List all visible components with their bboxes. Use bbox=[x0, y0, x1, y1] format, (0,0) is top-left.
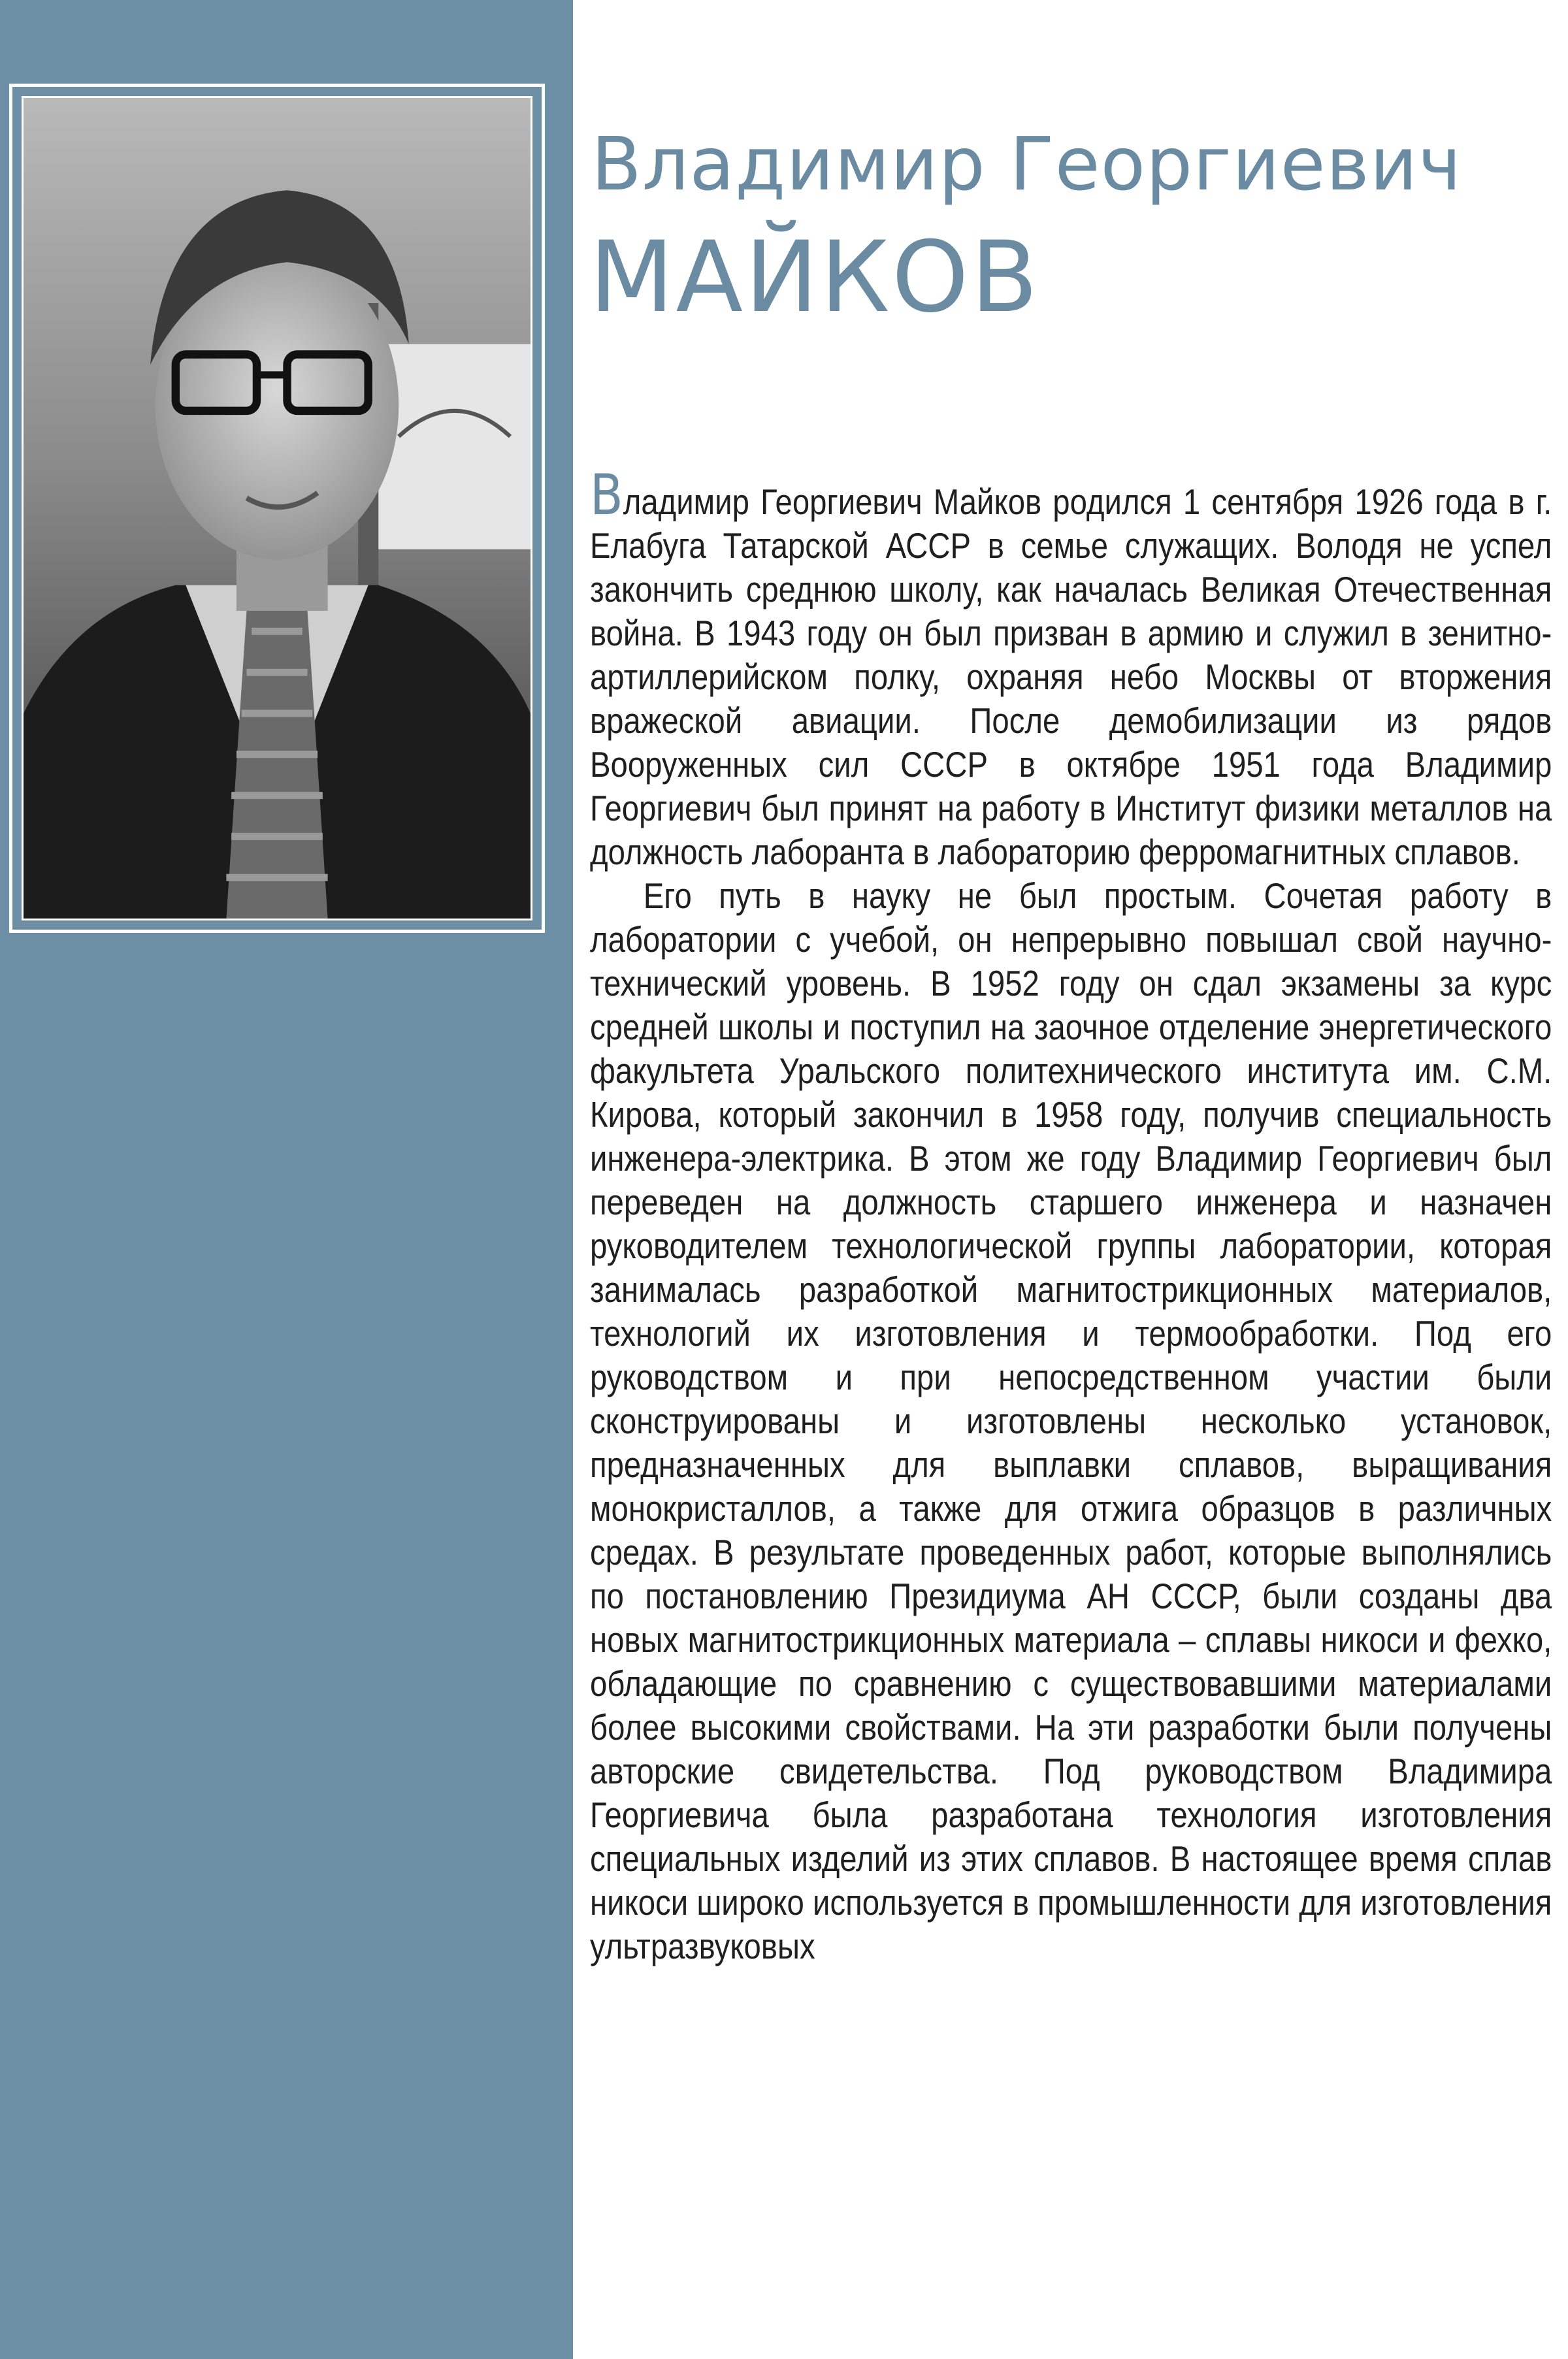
dropcap-letter: В bbox=[590, 463, 623, 528]
photo-frame bbox=[9, 84, 545, 933]
person-surname: МАЙКОВ bbox=[589, 221, 1040, 334]
person-first-names: Владимир Георгиевич bbox=[591, 122, 1462, 207]
article-body bbox=[590, 463, 1552, 1968]
paragraph-2: Его путь в науку не был простым. Сочетая работу в лаборатории с учебой, он непрерывно повышал свой научно-технический уровень. В 1952 году он сдал экзамены за курс средней школы и поступил на заочное отделение энергетического факультета Уральского политехнического института им. С.М. Кирова, который закончил в 1958 году, получив специальность инженера-электрика. В этом же году Владимир Георгиевич был переведен на должность старшего инженера и назначен руководителем технологической группы лаборатории, которая занималась разработкой магнитострикционных материалов, технологий их изготовления и термообработки. Под его руководством и при непосредственном участии были сконструированы и изготовлены несколько установок, предназначенных для выплавки сплавов, выращивания монокристаллов, а также для отжига образцов в различных средах. В результате проведенных работ, которые выполнялись по постановлению Президиума АН СССР, были созданы два новых магнитострикционных материала – сплавы никоси и фехко, обладающие по сравнению с существовавшими материалами более высокими свойствами. На эти разработки были получены авторские свидетельства. Под руководством Владимира Георгиевича была разработана технология изготовления специальных изделий из этих сплавов. В настоящее время сплав никоси широко используется в промышленности для изготовления ультразвуковых bbox=[590, 875, 1552, 1966]
paragraph-1-text: ладимир Георгиевич Майков родился 1 сентября 1926 года в г. Елабуга Татарской АССР в семье служащих. Володя не успел закончить среднюю школу, как началась Великая Отечественная война. В 1943 году он был призван в армию и служил в зенитно-артиллерийском полку, охраняя небо Москвы от вторжения вражеской авиации. После демобилизации из рядов Вооруженных сил СССР в октябре 1951 года Владимир Георгиевич был принят на работу в Институт физики металлов на должность лаборанта в лабораторию ферромагнитных сплавов. bbox=[590, 481, 1552, 872]
paragraph-1 bbox=[590, 463, 1552, 874]
portrait-photo bbox=[22, 96, 532, 920]
